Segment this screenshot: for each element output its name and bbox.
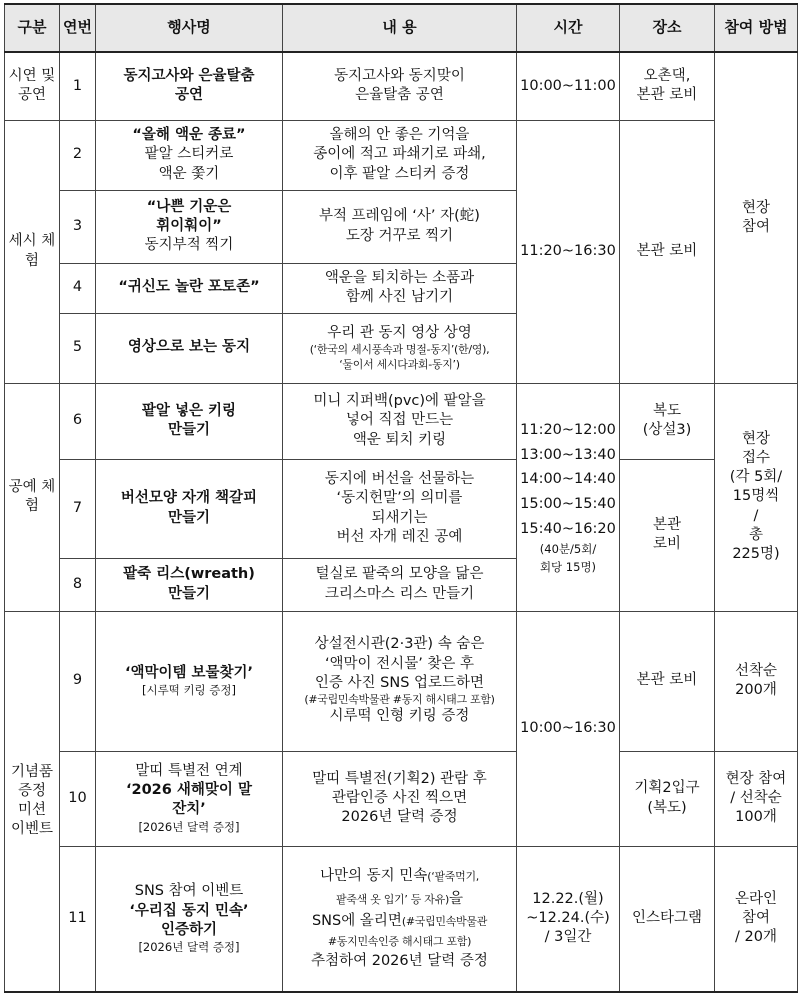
event-time: 10:00~16:30 [517, 611, 620, 846]
table-row [5, 751, 798, 846]
row-number: 7 [60, 459, 96, 558]
event-name: “나쁜 기운은 휘이훠이” 동지부적 찍기 [96, 190, 283, 263]
event-content: 동지에 버선을 선물하는 ‘동지헌말’의 의미를 되새기는 버선 자개 레진 공예 [283, 459, 517, 558]
event-place: 본관 로비 [620, 611, 715, 751]
event-name: 버선모양 자개 책갈피 만들기 [96, 459, 283, 558]
event-table [4, 3, 798, 993]
header-number: 연번 [60, 4, 96, 52]
row-number: 6 [60, 383, 96, 459]
event-time: 12.22.(월) ~12.24.(수) / 3일간 [517, 846, 620, 992]
row-number: 11 [60, 846, 96, 992]
method-craft: 현장 접수 (각 5회/ 15명씩 / 총 225명) [715, 383, 798, 611]
event-content: 미니 지퍼백(pvc)에 팥알을 넣어 직접 만드는 액운 퇴치 키링 [283, 383, 517, 459]
table-row [5, 846, 798, 992]
event-name: ‘액막이템 보물찾기’ [시루떡 키링 증정] [96, 611, 283, 751]
event-place: 기획2입구 (복도) [620, 751, 715, 846]
row-number: 5 [60, 313, 96, 383]
event-place: 인스타그램 [620, 846, 715, 992]
event-name: “올해 액운 종료” 팥알 스티커로 액운 쫓기 [96, 120, 283, 190]
event-place: 오촌댁, 본관 로비 [620, 52, 715, 120]
event-content: 액운을 퇴치하는 소품과 함께 사진 남기기 [283, 263, 517, 313]
event-name: 팥죽 리스(wreath) 만들기 [96, 558, 283, 611]
row-number: 3 [60, 190, 96, 263]
event-content: 부적 프레임에 ‘사’ 자(蛇) 도장 거꾸로 찍기 [283, 190, 517, 263]
row-number: 10 [60, 751, 96, 846]
event-content: 나만의 동지 민속(‘팥죽먹기, 팥죽색 옷 입기’ 등 자유)을 SNS에 올리면(#국립민속박물관 #동지민속인증 해시태그 포함) 추첨하여 2026년 달력 증정 [283, 846, 517, 992]
header-event-name: 행사명 [96, 4, 283, 52]
group-craft: 공예 체험 [5, 383, 60, 611]
event-place: 본관 로비 [620, 459, 715, 611]
event-method: 선착순 200개 [715, 611, 798, 751]
header-content: 내 용 [283, 4, 517, 52]
event-content: 말띠 특별전(기획2) 관람 후 관람인증 사진 찍으면 2026년 달력 증정 [283, 751, 517, 846]
row-number: 8 [60, 558, 96, 611]
table-row [5, 52, 798, 120]
header-place: 장소 [620, 4, 715, 52]
table-row [5, 120, 798, 190]
event-content: 올해의 안 좋은 기억을 종이에 적고 파쇄기로 파쇄, 이후 팥알 스티커 증정 [283, 120, 517, 190]
event-place: 본관 로비 [620, 120, 715, 383]
header-time: 시간 [517, 4, 620, 52]
event-method: 현장 참여 / 선착순 100개 [715, 751, 798, 846]
event-name: SNS 참여 이벤트 ‘우리집 동지 민속’ 인증하기 [2026년 달력 증정] [96, 846, 283, 992]
event-name: “귀신도 놀란 포토존” [96, 263, 283, 313]
event-content: 상설전시관(2·3관) 속 숨은 ‘액막이 전시물’ 찾은 후 인증 사진 SNS 업로드하면 (#국립민속박물관 #동지 해시태그 포함) 시루떡 인형 키링 증정 [283, 611, 517, 751]
event-time: 11:20~16:30 [517, 120, 620, 383]
event-name: 말띠 특별전 연계 ‘2026 새해맞이 말 잔치’ [2026년 달력 증정] [96, 751, 283, 846]
row-number: 1 [60, 52, 96, 120]
row-number: 2 [60, 120, 96, 190]
method-onsite: 현장 참여 [715, 52, 798, 383]
event-name: 동지고사와 은율탈춤 공연 [96, 52, 283, 120]
event-method: 온라인 참여 / 20개 [715, 846, 798, 992]
event-time-slots: 11:20~12:00 13:00~13:40 14:00~14:40 15:00~15:40 15:40~16:20 (40분/5회/ 회당 15명) [517, 383, 620, 611]
group-seasonal: 세시 체험 [5, 120, 60, 383]
event-time: 10:00~11:00 [517, 52, 620, 120]
event-content: 우리 관 동지 영상 상영 (‘한국의 세시풍속과 명절-동지’(한/영), ‘둘이서 세시다과회-동지’) [283, 313, 517, 383]
row-number: 9 [60, 611, 96, 751]
table-row [5, 459, 798, 558]
group-performance: 시연 및 공연 [5, 52, 60, 120]
table-row [5, 611, 798, 751]
row-number: 4 [60, 263, 96, 313]
event-place: 복도 (상설3) [620, 383, 715, 459]
event-content: 털실로 팥죽의 모양을 닮은 크리스마스 리스 만들기 [283, 558, 517, 611]
table-row [5, 383, 798, 459]
event-content: 동지고사와 동지맞이 은율탈춤 공연 [283, 52, 517, 120]
event-name: 영상으로 보는 동지 [96, 313, 283, 383]
group-mission: 기념품 증정 미션 이벤트 [5, 611, 60, 992]
event-name: 팥알 넣은 키링 만들기 [96, 383, 283, 459]
header-category: 구분 [5, 4, 60, 52]
header-method: 참여 방법 [715, 4, 798, 52]
